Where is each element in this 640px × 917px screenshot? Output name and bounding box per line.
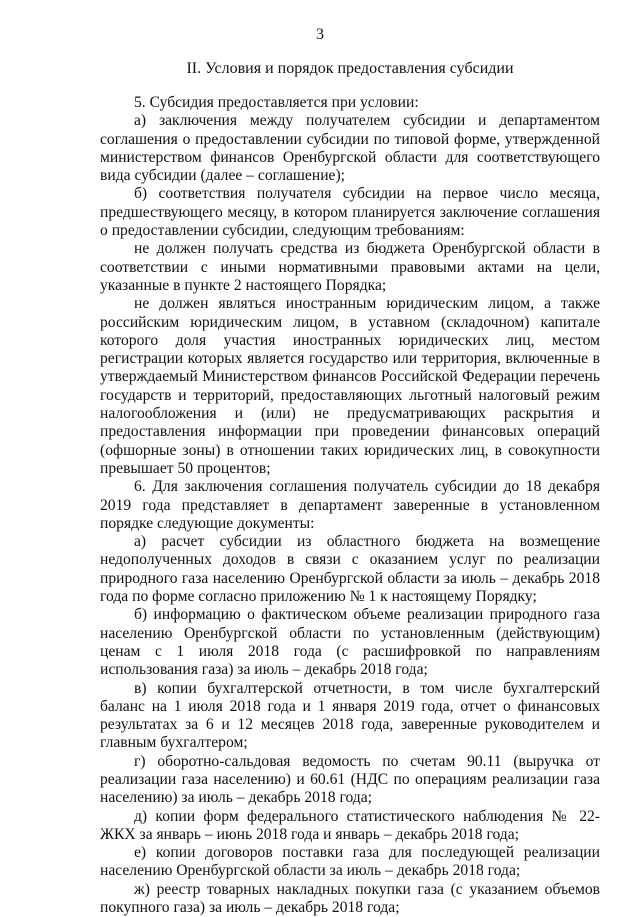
paragraph-6zh: ж) реестр товарных накладных покупки газа (с указанием объемов покупного газа) за июль – декабрь 2018 года; [100, 880, 600, 917]
paragraph-6g: г) оборотно-сальдовая ведомость по счетам 90.11 (выручка от реализации газа населению) и 60.61 (НДС по операциям реализации газа населению) за июль – декабрь 2018 года; [100, 752, 600, 807]
page-number: 3 [316, 26, 324, 43]
paragraph-6a: а) расчет субсидии из областного бюджета на возмещение недополученных доходов в связи с оказанием услуг по реализации природного газа населению Оренбургской области за июль – декабрь 2018 года по форме согласно приложению № 1 к настоящему Порядку; [100, 533, 600, 606]
paragraph-6b: б) информацию о фактическом объеме реализации природного газа населению Оренбургской области по установленным (действующим) ценам с 1 июля 2018 года (с расшифровкой по направлениям использования газа) за июль – декабрь 2018 года; [100, 606, 600, 679]
paragraph-5a: а) заключения между получателем субсидии и департаментом соглашения о предоставлении субсидии по типовой форме, утвержденной министерством финансов Оренбургской области для соответствующего вида субсидии (далее – соглашение); [100, 112, 600, 185]
paragraph-5b-requirement-1: не должен получать средства из бюджета Оренбургской области в соответствии с иными нормативными правовыми актами на цели, указанные в пункте 2 настоящего Порядка; [100, 240, 600, 294]
paragraph-6e: е) копии договоров поставки газа для последующей реализации населению Оренбургской области за июль – декабрь 2018 года; [100, 844, 600, 880]
paragraph-5-intro: 5. Субсидия предоставляется при условии: [134, 94, 419, 111]
section-title: II. Условия и порядок предоставления субсидии [186, 60, 514, 77]
document-body [100, 94, 600, 917]
paragraph-6-intro: 6. Для заключения соглашения получатель субсидии до 18 декабря 2019 года представляет в департамент заверенные в установленном порядке следующие документы: [100, 478, 600, 532]
paragraph-5b-requirement-2: не должен являться иностранным юридическим лицом, а также российским юридическим лицом, в уставном (складочном) капитале которого доля участия иностранных юридических лиц, местом регистрации которых является государство или территория, включенные в утверждаемый Министерством финансов Российской Федерации перечень государств и территорий, предоставляющих льготный налоговый режим налогообложения и (или) не предусматривающих раскрытия и предоставления информации при проведении финансовых операций (офшорные зоны) в отношении таких юридических лиц, в совокупности превышает 50 процентов; [100, 295, 600, 477]
paragraph-6v: в) копии бухгалтерской отчетности, в том числе бухгалтерский баланс на 1 июля 2018 года и 1 января 2019 года, отчет о финансовых результатах за 6 и 12 месяцев 2018 года, заверенные руководителем и главным бухгалтером; [100, 679, 600, 752]
paragraph-5b: б) соответствия получателя субсидии на первое число месяца, предшествующего месяцу, в котором планируется заключение соглашения о предоставлении субсидии, следующим требованиям: [100, 185, 600, 240]
paragraph-6d: д) копии форм федерального статистического наблюдения № 22-ЖКХ за январь – июнь 2018 года и январь – декабрь 2018 года; [100, 807, 600, 843]
